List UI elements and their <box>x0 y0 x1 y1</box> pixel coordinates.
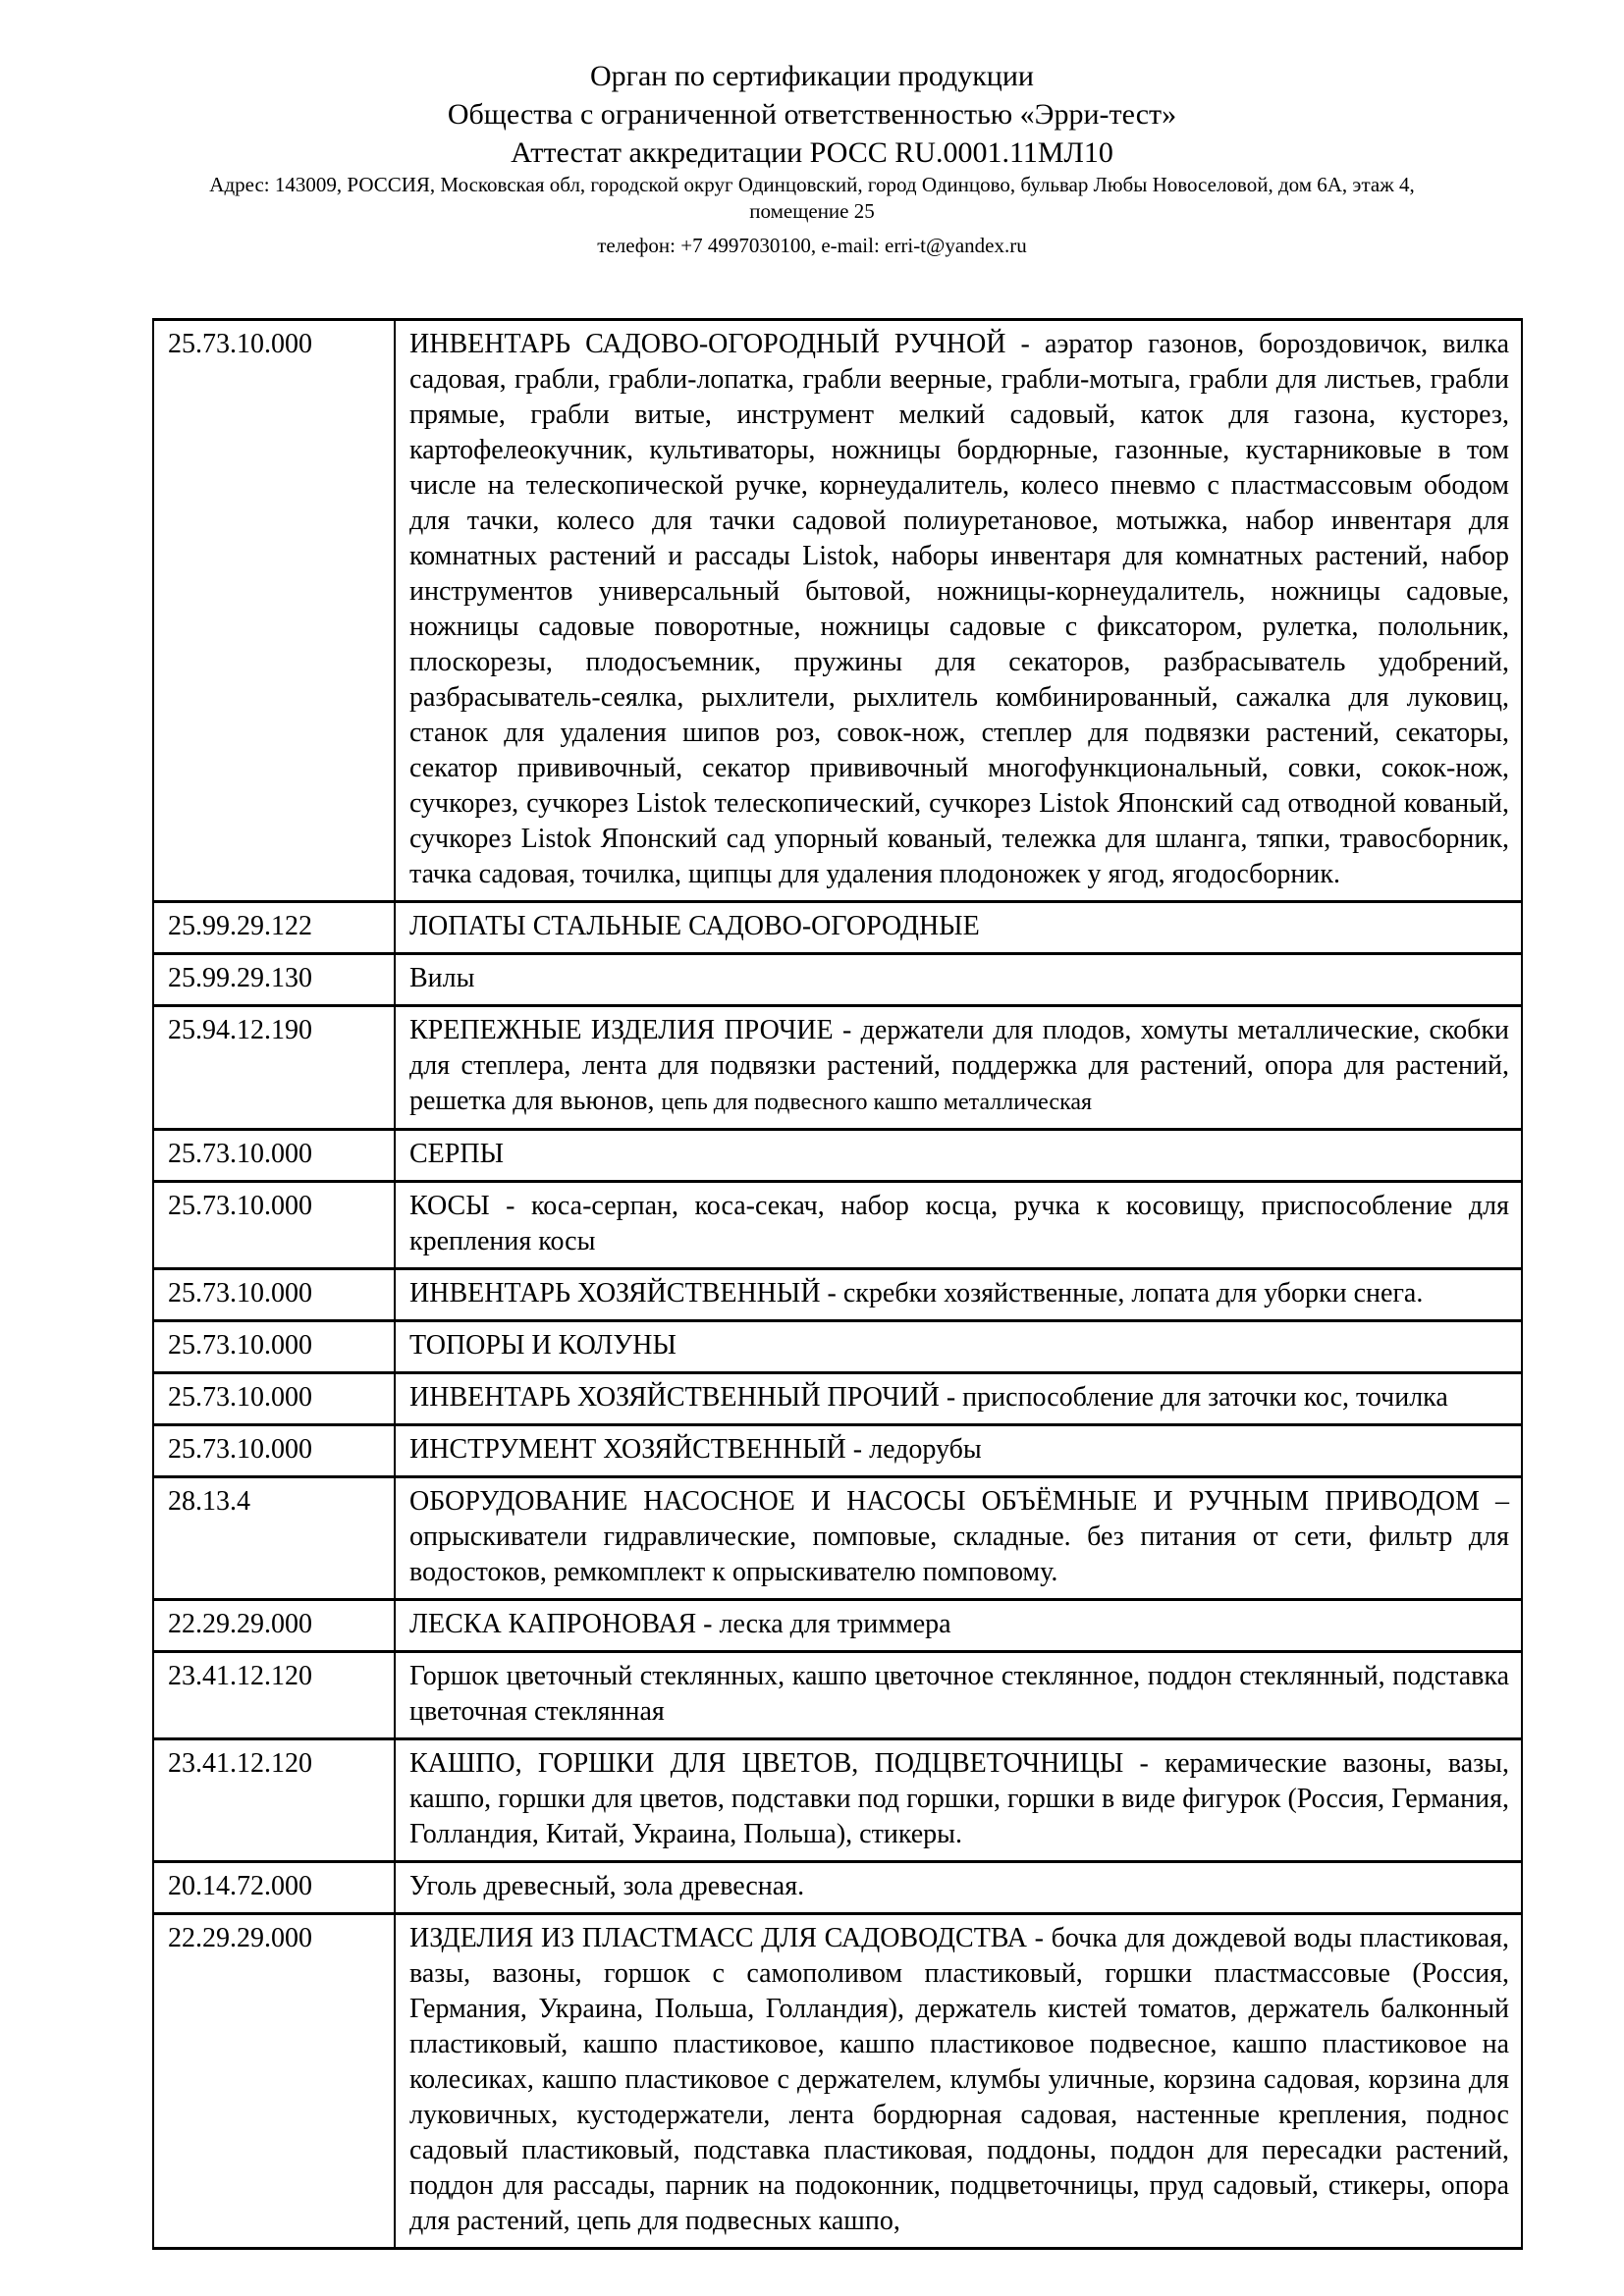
description-text: - бочка для дождевой воды пластиковая, вазы, вазоны, горшок с самополивом пластиковый, горшки пластмассовые (Россия, Германия, Украина, Польша, Голландия), держатель кистей томатов, держатель балконный пластиковый, кашпо пластиковое, кашпо пластиковое подвесное, кашпо пластиковое на колесиках, кашпо пластиковое с держателем, клумбы уличные, корзина садовая, корзина для луковичных, кустодержатели, лента бордюрная садовая, настенные крепления, поднос садовый пластиковый, подставка пластиковая, поддоны, поддон для пересадки растений, поддон для рассады, парник на подоконник, подцветочницы, пруд садовый, стикеры, опора для растений, цепь для подвесных кашпо, <box>409 1923 1509 2236</box>
row-code: 23.41.12.120 <box>153 1652 395 1739</box>
row-code: 22.29.29.000 <box>153 1914 395 2249</box>
description-heading: КАШПО, ГОРШКИ ДЛЯ ЦВЕТОВ, ПОДЦВЕТОЧНИЦЫ <box>409 1748 1124 1779</box>
row-description <box>395 1130 1522 1182</box>
document-header <box>0 57 1624 259</box>
row-code: 25.99.29.122 <box>153 902 395 954</box>
table-row <box>153 1477 1522 1600</box>
header-address-line2: помещение 25 <box>749 199 875 223</box>
row-code: 23.41.12.120 <box>153 1739 395 1862</box>
table-row <box>153 1862 1522 1914</box>
description-text: - керамические вазоны, вазы, кашпо, горшки для цветов, подставки под горшки, горшки в виде фигурок (Россия, Германия, Голландия, Китай, Украина, Польша), стикеры. <box>409 1748 1509 1849</box>
row-description <box>395 1739 1522 1862</box>
description-text: – опрыскиватели гидравлические, помповые, складные. без питания от сети, фильтр для водостоков, ремкомплект к опрыскивателю помповому. <box>409 1486 1509 1587</box>
description-heading: ИНВЕНТАРЬ ХОЗЯЙСТВЕННЫЙ <box>409 1278 821 1308</box>
table-row <box>153 1321 1522 1373</box>
table-row <box>153 1914 1522 2249</box>
row-description <box>395 1425 1522 1477</box>
description-text: - приспособление для заточки кос, точилка <box>939 1382 1448 1413</box>
description-text: - аэратор газонов, бороздовичок, вилка садовая, грабли, грабли-лопатка, грабли веерные, грабли-мотыга, грабли для листьев, грабли прямые, грабли витые, инструмент мелкий садовый, каток для газона, кусторез, картофелеокучник, культиваторы, ножницы бордюрные, газонные, кустарниковые в том числе на телескопической ручке, корнеудалитель, колесо пневмо с пластмассовым ободом для тачки, колесо для тачки садовой полиуретановое, мотыжка, набор инвентаря для комнатных растений и рассады Listok, наборы инвентаря для комнатных растений, набор инструментов универсальный бытовой, ножницы-корнеудалитель, ножницы садовые, ножницы садовые поворотные, ножницы садовые с фиксатором, рулетка, полольник, плоскорезы, плодосъемник, пружины для секаторов, разбрасыватель удобрений, разбрасыватель-сеялка, рыхлители, рыхлитель комбинированный, сажалка для луковиц, станок для удаления шипов роз, совок-нож, степлер для подвязки растений, секаторы, секатор прививочный, секатор прививочный многофункциональный, совки, сокок-нож, сучкорез, сучкорез Listok телескопический, сучкорез Listok Японский сад отводной кованый, сучкорез Listok Японский сад упорный кованый, тележка для шланга, тяпки, травосборник, тачка садовая, точилка, щипцы для удаления плодоножек у ягод, ягодосборник. <box>409 329 1509 889</box>
row-description <box>395 1652 1522 1739</box>
row-code: 20.14.72.000 <box>153 1862 395 1914</box>
header-contacts: телефон: +7 4997030100, e-mail: erri-t@yandex.ru <box>597 234 1027 257</box>
row-code: 25.99.29.130 <box>153 954 395 1006</box>
description-text: - ледорубы <box>845 1434 982 1465</box>
row-code: 25.73.10.000 <box>153 1321 395 1373</box>
table-row <box>153 902 1522 954</box>
table-row <box>153 1182 1522 1269</box>
row-description <box>395 1914 1522 2249</box>
description-heading: ЛОПАТЫ СТАЛЬНЫЕ САДОВО-ОГОРОДНЫЕ <box>409 911 980 941</box>
certification-table-body <box>153 320 1522 2249</box>
header-accreditation: Аттестат аккредитации РОСС RU.0001.11МЛ10 <box>511 136 1113 169</box>
description-heading: ТОПОРЫ И КОЛУНЫ <box>409 1330 677 1361</box>
row-description <box>395 902 1522 954</box>
row-description <box>395 1006 1522 1130</box>
description-text: - леска для триммера <box>696 1609 951 1639</box>
table-row <box>153 1652 1522 1739</box>
description-text: - держатели для плодов, хомуты металлические, скобки для степлера, лента для подвязки растений, поддержка для растений, опора для растений, решетка для вьюнов, <box>409 1015 1509 1116</box>
certification-products-table <box>152 318 1523 2250</box>
row-description <box>395 1373 1522 1425</box>
description-heading: КОСЫ <box>409 1191 490 1221</box>
table-row <box>153 1130 1522 1182</box>
header-org-name: Общества с ограниченной ответственностью «Эрри-тест» <box>447 98 1177 131</box>
description-heading: ЛЕСКА КАПРОНОВАЯ <box>409 1609 697 1639</box>
row-code: 25.73.10.000 <box>153 1269 395 1321</box>
row-code: 25.73.10.000 <box>153 1182 395 1269</box>
table-row <box>153 1600 1522 1652</box>
description-heading: ИНВЕНТАРЬ САДОВО-ОГОРОДНЫЙ РУЧНОЙ <box>409 329 1006 359</box>
description-heading: ОБОРУДОВАНИЕ НАСОСНОЕ И НАСОСЫ ОБЪЁМНЫЕ И РУЧНЫМ ПРИВОДОМ <box>409 1486 1480 1517</box>
table-row <box>153 320 1522 902</box>
row-code: 25.73.10.000 <box>153 320 395 902</box>
table-row <box>153 954 1522 1006</box>
description-heading: ИЗДЕЛИЯ ИЗ ПЛАСТМАСС ДЛЯ САДОВОДСТВА <box>409 1923 1027 1953</box>
row-description <box>395 1862 1522 1914</box>
row-description <box>395 1600 1522 1652</box>
row-code: 25.73.10.000 <box>153 1130 395 1182</box>
description-text: - скребки хозяйственные, лопата для уборки снега. <box>820 1278 1424 1308</box>
header-address-line1: Адрес: 143009, РОССИЯ, Московская обл, городской округ Одинцовский, город Одинцово, бульвар Любы Новоселовой, дом 6А, этаж 4, <box>209 173 1415 196</box>
table-row <box>153 1739 1522 1862</box>
row-code: 25.73.10.000 <box>153 1425 395 1477</box>
description-text: Горшок цветочный стеклянных, кашпо цветочное стеклянное, поддон стеклянный, подставка цветочная стеклянная <box>409 1661 1509 1727</box>
row-description <box>395 954 1522 1006</box>
table-row <box>153 1425 1522 1477</box>
row-description <box>395 1477 1522 1600</box>
row-description <box>395 1182 1522 1269</box>
description-heading: КРЕПЕЖНЫЕ ИЗДЕЛИЯ ПРОЧИЕ <box>409 1015 834 1045</box>
description-heading: СЕРПЫ <box>409 1139 504 1169</box>
description-heading: ИНСТРУМЕНТ ХОЗЯЙСТВЕННЫЙ <box>409 1434 846 1465</box>
row-code: 22.29.29.000 <box>153 1600 395 1652</box>
row-description <box>395 1321 1522 1373</box>
row-code: 28.13.4 <box>153 1477 395 1600</box>
row-code: 25.73.10.000 <box>153 1373 395 1425</box>
row-description <box>395 320 1522 902</box>
table-row <box>153 1006 1522 1130</box>
description-heading: ИНВЕНТАРЬ ХОЗЯЙСТВЕННЫЙ ПРОЧИЙ <box>409 1382 940 1413</box>
table-row <box>153 1269 1522 1321</box>
description-text: Вилы <box>409 963 475 993</box>
description-text: - коса-серпан, коса-секач, набор косца, ручка к косовищу, приспособление для крепления косы <box>409 1191 1509 1256</box>
description-text: Уголь древесный, зола древесная. <box>409 1871 805 1901</box>
row-description <box>395 1269 1522 1321</box>
description-text: цепь для подвесного кашпо металлическая <box>661 1090 1093 1115</box>
table-row <box>153 1373 1522 1425</box>
header-org-type: Орган по сертификации продукции <box>590 60 1034 92</box>
row-code: 25.94.12.190 <box>153 1006 395 1130</box>
